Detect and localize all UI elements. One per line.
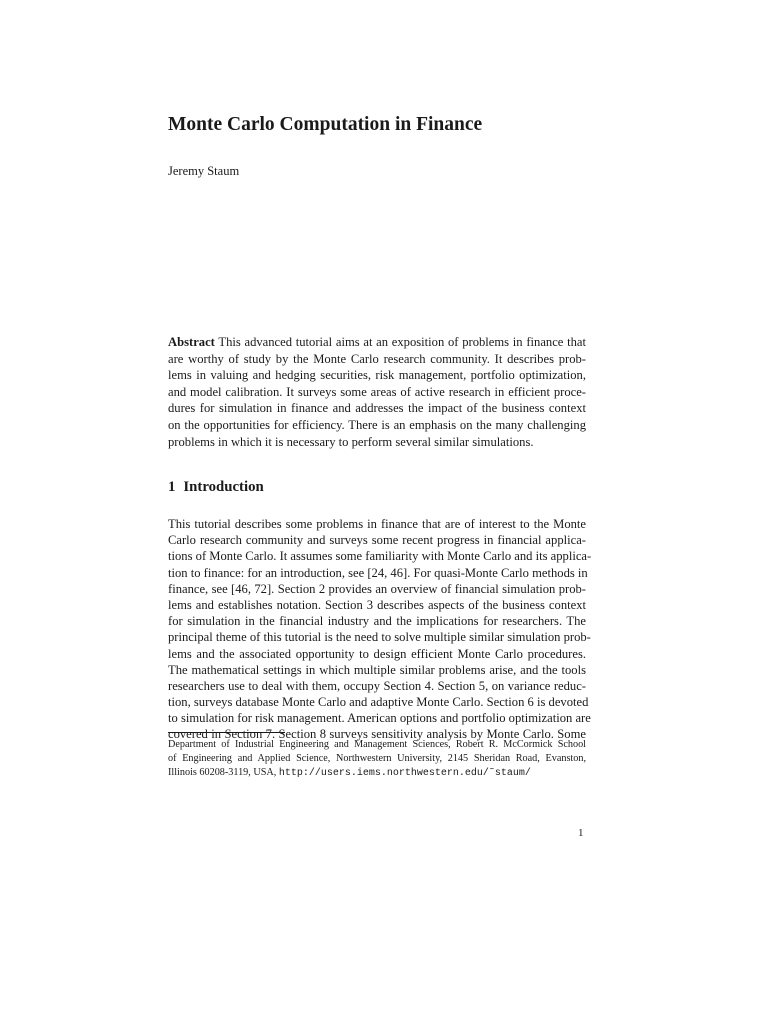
- body-line: covered in Section 7. Section 8 surveys sensitivity analysis by Monte Carlo. Some: [168, 727, 586, 742]
- body-line: to simulation for risk management. American options and portfolio optimization are: [168, 711, 591, 726]
- author-homepage-link[interactable]: http://users.iems.northwestern.edu/˜staum/: [278, 768, 531, 779]
- body-line: Carlo research community and surveys some recent progress in financial applica-: [168, 533, 586, 548]
- body-line: lems and the associated opportunity to design efficient Monte Carlo procedures.: [168, 646, 586, 661]
- footnote-line: of Engineering and Applied Science, Northwestern University, 2145 Sheridan Road, Evanston,: [168, 753, 586, 764]
- section-number: 1: [168, 479, 176, 495]
- section-heading: [168, 479, 264, 496]
- body-line: The mathematical settings in which multiple similar problems arise, and the tools: [168, 662, 586, 677]
- abstract-label: Abstract: [168, 335, 215, 349]
- body-line: tions of Monte Carlo. It assumes some familiarity with Monte Carlo and its applica-: [168, 549, 592, 564]
- abstract-line: lems in valuing and hedging securities, risk management, portfolio optimization,: [168, 368, 586, 383]
- body-line: finance, see [46, 72]. Section 2 provides an overview of financial simulation prob-: [168, 581, 586, 596]
- body-line: tion to finance: for an introduction, see [24, 46]. For quasi-Monte Carlo methods in: [168, 565, 588, 580]
- abstract-line: on the opportunities for efficiency. There is an emphasis on the many challenging: [168, 417, 586, 432]
- abstract-line: and model calibration. It surveys some areas of active research in efficient proce-: [168, 384, 586, 399]
- section-body: [168, 516, 592, 743]
- affiliation-footnote: [168, 738, 586, 780]
- body-line: This tutorial describes some problems in finance that are of interest to the Monte: [168, 517, 586, 531]
- body-line: principal theme of this tutorial is the need to solve multiple similar simulation prob-: [168, 630, 591, 645]
- body-line: lems and establishes notation. Section 3 describes aspects of the business context: [168, 597, 586, 612]
- abstract-line: are worthy of study by the Monte Carlo research community. It describes prob-: [168, 351, 586, 366]
- paper-title: Monte Carlo Computation in Finance: [168, 114, 483, 135]
- footnote-line: Department of Industrial Engineering and Management Sciences, Robert R. McCormick School: [168, 739, 586, 750]
- author-name: Jeremy Staum: [168, 164, 240, 178]
- page-number: 1: [578, 827, 584, 839]
- body-line: for simulation in the financial industry and the implications for researchers. The: [168, 614, 586, 629]
- abstract-line: problems in which it is necessary to perform several similar simulations.: [168, 434, 534, 449]
- footnote-rule: [168, 732, 285, 733]
- body-line: researchers use to deal with them, occupy Section 4. Section 5, on variance reduc-: [168, 678, 586, 693]
- abstract-line: Abstract This advanced tutorial aims at an exposition of problems in finance that: [168, 335, 586, 349]
- abstract-line: dures for simulation in finance and addresses the impact of the business context: [168, 401, 586, 416]
- abstract: [168, 334, 586, 450]
- footnote-line: Illinois 60208-3119, USA, http://users.iems.northwestern.edu/˜staum/: [168, 767, 531, 779]
- section-title: Introduction: [183, 479, 264, 495]
- body-line: tion, surveys database Monte Carlo and adaptive Monte Carlo. Section 6 is devoted: [168, 695, 589, 710]
